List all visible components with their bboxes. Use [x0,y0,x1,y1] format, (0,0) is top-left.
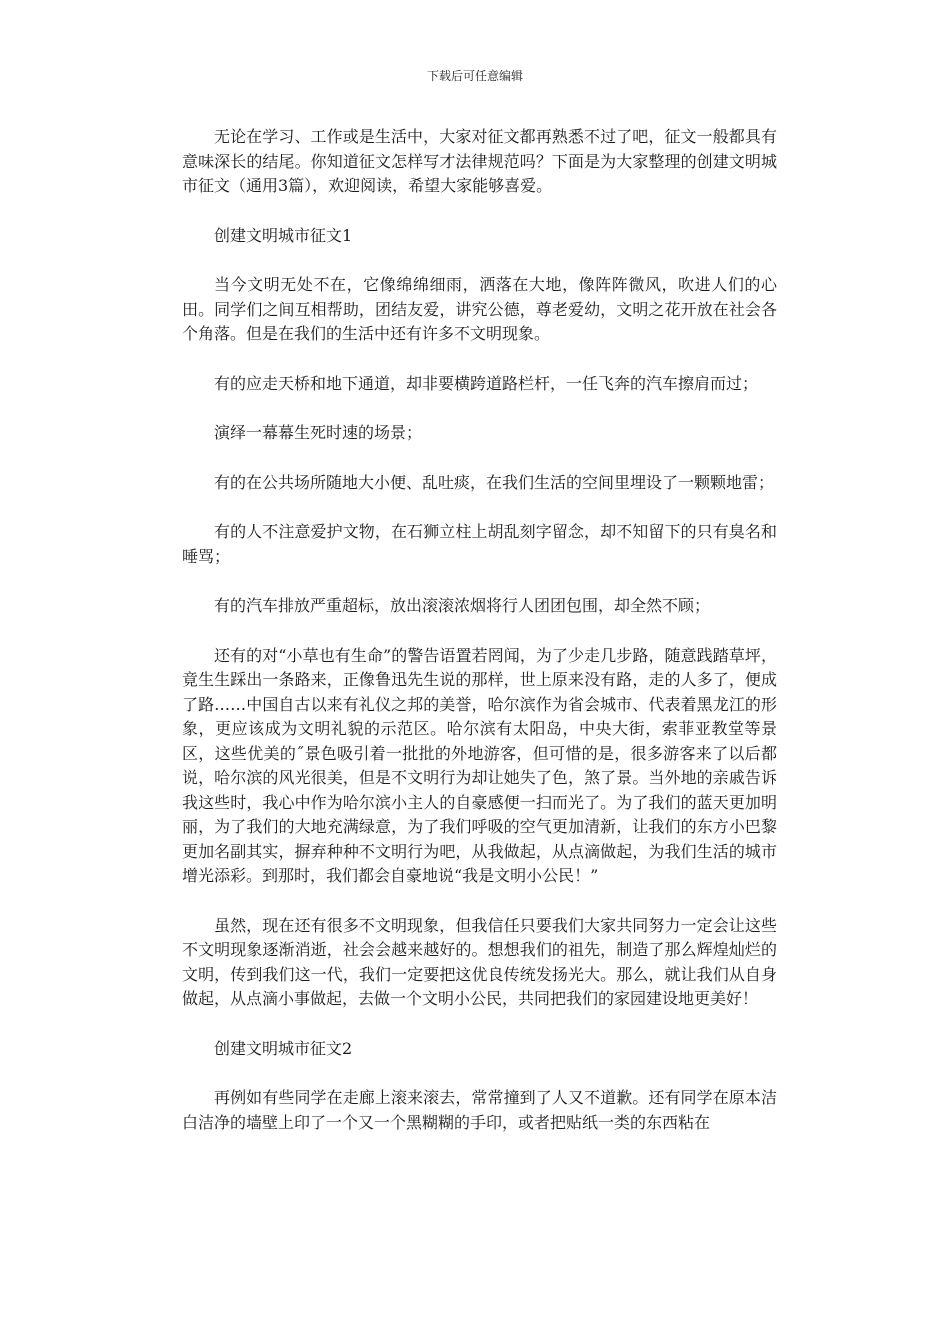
body-paragraph: 当今文明无处不在，它像绵绵细雨，洒落在大地，像阵阵微风，吹进人们的心田。同学们之间互相帮助，团结友爱，讲究公德，尊老爱幼，文明之花开放在社会各个角落。但是在我们的生活中还有许多不文明现象。 [182,275,777,343]
page-header: 下载后可任意编辑 [426,69,523,83]
section-heading-2: 创建文明城市征文2 [214,1038,353,1058]
body-paragraph: 有的汽车排放严重超标，放出滚滚浓烟将行人团团包围，却全然不顾； [214,596,711,615]
document-body [182,125,777,1160]
body-paragraph: 有的人不注意爱护文物，在石狮立柱上胡乱刻字留念，却不知留下的只有臭名和唾骂； [182,522,777,566]
body-paragraph: 还有的对“小草也有生命”的警告语置若罔闻，为了少走几步路，随意践踏草坪，竟生生踩出一条路来，正像鲁迅先生说的那样，世上原来没有路，走的人多了，便成了路……中国自古以来有礼仪之邦的美誉，哈尔滨作为省会城市、代表着黑龙江的形象，更应该成为文明礼貌的示范区。哈尔滨有太阳岛，中央大街，索菲亚教堂等景区，这些优美的˝景色吸引着一批批的外地游客，但可惜的是，很多游客来了以后都说，哈尔滨的风光很美，但是不文明行为却让她失了色，煞了景。当外地的亲戚告诉我这些时，我心中作为哈尔滨小主人的自豪感便一扫而光了。为了我们的蓝天更加明丽，为了我们的大地充满绿意，为了我们呼吸的空气更加清新，让我们的东方小巴黎更加名副其实，摒弃种种不文明行为吧，从我做起，从点滴做起，为我们生活的城市增光添彩。到那时，我们都会自豪地说“我是文明小公民！” [182,645,777,885]
intro-paragraph: 无论在学习、工作或是生活中，大家对征文都再熟悉不过了吧，征文一般都具有意味深长的结尾。你知道征文怎样写才法律规范吗？下面是为大家整理的创建文明城市征文（通用3篇），欢迎阅读，希望大家能够喜爱。 [182,127,777,195]
section-heading-1: 创建文明城市征文1 [214,225,353,245]
body-paragraph: 有的在公共场所随地大小便、乱吐痰，在我们生活的空间里埋设了一颗颗地雷； [214,472,775,492]
body-paragraph: 有的应走天桥和地下通道，却非要横跨道路栏杆，一任飞奔的汽车擦肩而过； [214,373,759,393]
body-paragraph: 演绎一幕幕生死时速的场景； [214,423,423,442]
body-paragraph: 虽然，现在还有很多不文明现象，但我信任只要我们大家共同努力一定会让这些不文明现象逐渐消逝，社会会越来越好的。想想我们的祖先，制造了那么辉煌灿烂的文明，传到我们这一代，我们一定要把这优良传统发扬光大。那么，就让我们从自身做起，从点滴小事做起，去做一个文明小公民，共同把我们的家园建设地更美好！ [182,915,777,1008]
body-paragraph: 再例如有些同学在走廊上滚来滚去，常常撞到了人又不道歉。还有同学在原本洁白洁净的墙壁上印了一个又一个黑糊糊的手印，或者把贴纸一类的东西粘在 [182,1088,777,1132]
